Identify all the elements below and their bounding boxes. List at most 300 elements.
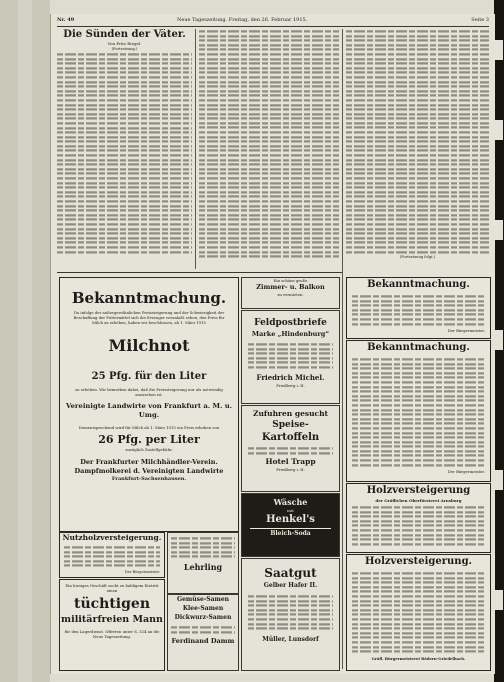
text-line xyxy=(171,556,235,558)
lehrling-label: Lehrling xyxy=(183,561,223,572)
text-line xyxy=(352,627,485,629)
text-line xyxy=(346,53,489,55)
text-line xyxy=(199,136,339,138)
text-line xyxy=(248,614,333,616)
binding-strip xyxy=(18,0,32,682)
text-line xyxy=(199,108,339,110)
text-line xyxy=(199,72,339,74)
text-line xyxy=(346,90,489,92)
text-line xyxy=(346,173,489,175)
novel-column-2 xyxy=(199,29,339,269)
feldpost-ad xyxy=(241,310,340,404)
text-line xyxy=(352,300,485,302)
novel-text xyxy=(346,29,489,254)
text-line xyxy=(57,122,192,124)
text-line xyxy=(346,163,489,165)
signature-3: Frankfurt-Sachsenhausen. xyxy=(111,475,187,482)
text-line xyxy=(352,309,485,311)
text-line xyxy=(199,255,339,257)
page-header xyxy=(57,16,489,26)
potato-word-2: Kartoffeln xyxy=(261,432,320,443)
text-line xyxy=(352,637,485,639)
right-auction-2-sign: Gräfl. Bürgermeisterei Rödern-Griedelbach. xyxy=(371,655,466,661)
text-line xyxy=(346,49,489,51)
potato-word-1: Speise- xyxy=(272,420,309,430)
scan-right-edge xyxy=(494,0,504,682)
text-line xyxy=(199,205,339,207)
right-notice-1-sign: Der Bürgermeister. xyxy=(447,328,485,334)
text-line xyxy=(57,81,192,83)
text-line xyxy=(57,104,192,106)
saatgut-headline: Saatgut xyxy=(264,566,317,580)
issue-number: Nr. 49 xyxy=(57,17,75,23)
text-line xyxy=(199,49,339,51)
text-line xyxy=(199,127,339,129)
text-line xyxy=(57,168,192,170)
text-line xyxy=(346,131,489,133)
lehrling-ad xyxy=(167,532,239,594)
text-line xyxy=(346,95,489,97)
text-line xyxy=(171,537,235,539)
right-auction-1-title: Holzversteigerung xyxy=(366,485,471,496)
text-line xyxy=(352,641,485,643)
column-rule xyxy=(195,29,196,269)
job-headline-2: militärfreien Mann xyxy=(61,614,163,625)
text-line xyxy=(352,534,485,536)
text-line xyxy=(346,251,489,253)
section-rule xyxy=(57,272,342,273)
potato-shop: Hotel Trapp xyxy=(265,457,316,467)
henkel-line-3: Henkel's xyxy=(266,514,315,525)
text-line xyxy=(352,600,485,602)
column-rule xyxy=(342,29,343,669)
text-line xyxy=(64,551,160,553)
text-line xyxy=(64,565,160,567)
text-line xyxy=(352,358,485,360)
text-line xyxy=(352,577,485,579)
text-line xyxy=(346,196,489,198)
text-line xyxy=(171,546,235,548)
text-line xyxy=(352,632,485,634)
text-line xyxy=(346,150,489,152)
text-line xyxy=(352,529,485,531)
milk-price-1: 25 Pfg. für den Liter xyxy=(91,371,207,383)
text-line xyxy=(248,609,333,611)
potato-headline: Zufuhren gesucht xyxy=(252,409,329,418)
text-line xyxy=(57,214,192,216)
text-line xyxy=(346,44,489,46)
text-line xyxy=(199,168,339,170)
text-line xyxy=(199,177,339,179)
text-line xyxy=(346,30,489,32)
text-line xyxy=(346,246,489,248)
text-line xyxy=(346,228,489,230)
text-line xyxy=(199,232,339,234)
text-line xyxy=(346,136,489,138)
notice-headline: Milchnot xyxy=(108,336,190,356)
timber-auction xyxy=(59,532,165,578)
job-pre: Ein hiesiges Geschäft sucht zu baldigem Eintritt einen xyxy=(65,583,159,593)
newspaper-page xyxy=(50,14,495,674)
cut-letter xyxy=(495,120,503,140)
text-line xyxy=(64,560,160,562)
text-line xyxy=(199,159,339,161)
job-advertisement xyxy=(59,579,165,671)
seed-line-3: Dickwurz-Samen xyxy=(174,614,232,621)
balcony-ad xyxy=(241,277,340,309)
text-line xyxy=(346,145,489,147)
text-line xyxy=(57,99,192,101)
text-line xyxy=(352,314,485,316)
text-line xyxy=(57,145,192,147)
text-line xyxy=(57,136,192,138)
novel-column-3 xyxy=(346,29,489,272)
text-line xyxy=(199,228,339,230)
text-line xyxy=(352,618,485,620)
auction-sign: Der Bürgermeister. xyxy=(124,569,160,574)
text-line xyxy=(199,219,339,221)
text-line xyxy=(57,90,192,92)
text-line xyxy=(199,182,339,184)
text-line xyxy=(57,173,192,175)
text-line xyxy=(352,413,485,415)
novel-text xyxy=(199,29,339,259)
right-notice-2-title: Bekanntmachung. xyxy=(367,342,470,353)
text-line xyxy=(346,154,489,156)
text-line xyxy=(346,223,489,225)
text-line xyxy=(64,546,160,548)
text-line xyxy=(57,200,192,202)
text-line xyxy=(352,581,485,583)
signature-1: Der Frankfurter Milchhändler-Verein. xyxy=(80,457,218,466)
text-line xyxy=(352,423,485,425)
henkel-line-2: mit xyxy=(287,508,294,513)
text-line xyxy=(248,452,333,454)
job-post: für den Lagerdienst. Offerten unter S. 324 an die Neue Tageszeitung. xyxy=(64,629,160,639)
text-line xyxy=(199,209,339,211)
text-line xyxy=(57,58,192,60)
text-line xyxy=(346,118,489,120)
seed-shop: Ferdinand Damm xyxy=(171,637,235,646)
text-line xyxy=(199,122,339,124)
cut-letter xyxy=(495,590,503,610)
text-line xyxy=(248,366,333,368)
text-line xyxy=(199,104,339,106)
text-line xyxy=(199,53,339,55)
cut-letter xyxy=(495,330,503,350)
text-line xyxy=(57,113,192,115)
text-line xyxy=(57,159,192,161)
cut-letter xyxy=(495,220,503,240)
text-line xyxy=(352,609,485,611)
text-line xyxy=(346,237,489,239)
text-line xyxy=(248,595,333,597)
text-line xyxy=(352,377,485,379)
text-line xyxy=(57,62,192,64)
text-line xyxy=(57,72,192,74)
text-line xyxy=(248,447,333,449)
text-line xyxy=(346,113,489,115)
text-line xyxy=(199,44,339,46)
henkel-line-1: Wäsche xyxy=(273,497,308,507)
text-line xyxy=(57,118,192,120)
text-line xyxy=(346,108,489,110)
text-line xyxy=(57,131,192,133)
text-line xyxy=(57,191,192,193)
text-line xyxy=(199,154,339,156)
text-line xyxy=(346,39,489,41)
text-line xyxy=(352,459,485,461)
text-line xyxy=(199,214,339,216)
text-line xyxy=(199,242,339,244)
text-line xyxy=(352,515,485,517)
right-auction-1 xyxy=(346,483,491,553)
text-line xyxy=(248,343,333,345)
text-line xyxy=(57,154,192,156)
signature-2: Dampfmolkerei d. Vereinigten Landwirte xyxy=(74,466,224,475)
text-line xyxy=(346,214,489,216)
text-line xyxy=(352,464,485,466)
notice-title: Bekanntmachung. xyxy=(71,289,227,307)
continued-note: (Fortsetzung folgt.) xyxy=(399,255,436,260)
text-line xyxy=(346,58,489,60)
text-line xyxy=(57,108,192,110)
text-line xyxy=(352,614,485,616)
text-line xyxy=(57,223,192,225)
text-line xyxy=(199,131,339,133)
text-line xyxy=(346,200,489,202)
balcony-top: Ein schöne große xyxy=(273,278,308,283)
text-line xyxy=(57,186,192,188)
text-line xyxy=(199,62,339,64)
job-headline-1: tüchtigen xyxy=(73,596,150,612)
text-line xyxy=(352,646,485,648)
text-line xyxy=(346,177,489,179)
feldpost-place: Friedberg i. H. xyxy=(276,382,305,388)
text-line xyxy=(199,39,339,41)
right-notice-1-title: Bekanntmachung. xyxy=(367,279,470,290)
text-line xyxy=(346,186,489,188)
text-line xyxy=(199,95,339,97)
text-line xyxy=(352,304,485,306)
text-line xyxy=(199,163,339,165)
text-line xyxy=(352,381,485,383)
text-line xyxy=(346,141,489,143)
text-line xyxy=(57,177,192,179)
text-line xyxy=(352,427,485,429)
text-line xyxy=(352,591,485,593)
text-line xyxy=(346,104,489,106)
farmers-union: Vereinigte Landwirte von Frankfurt a. M. u. Umg. xyxy=(65,401,233,419)
text-line xyxy=(57,196,192,198)
text-line xyxy=(57,251,192,253)
text-line xyxy=(199,237,339,239)
text-line xyxy=(352,323,485,325)
saatgut-sub: Gelber Hafer II. xyxy=(263,582,318,589)
scan-left-margin xyxy=(0,0,50,682)
text-line xyxy=(57,209,192,211)
text-line xyxy=(346,159,489,161)
text-line xyxy=(199,223,339,225)
novel-title: Die Sünden der Väter. xyxy=(63,29,186,40)
text-line xyxy=(352,390,485,392)
text-line xyxy=(57,53,192,55)
text-line xyxy=(352,506,485,508)
saatgut-ad xyxy=(241,558,340,671)
text-line xyxy=(199,58,339,60)
potato-ad xyxy=(241,405,340,492)
right-auction-2-title: Holzversteigerung. xyxy=(364,556,473,567)
text-line xyxy=(346,122,489,124)
text-line xyxy=(346,205,489,207)
text-line xyxy=(346,127,489,129)
text-line xyxy=(199,246,339,248)
text-line xyxy=(57,205,192,207)
balcony-headline: Zimmer- u. Balkon xyxy=(256,283,325,291)
text-line xyxy=(171,631,235,633)
text-line xyxy=(57,219,192,221)
henkel-line-4: Bleich-Soda xyxy=(250,528,331,538)
text-line xyxy=(57,182,192,184)
feldpost-shop: Friedrich Michel. xyxy=(256,372,325,382)
seed-line-1: Gemüse-Samen xyxy=(176,596,230,603)
text-line xyxy=(352,450,485,452)
text-line xyxy=(64,555,160,557)
text-line xyxy=(352,395,485,397)
text-line xyxy=(346,168,489,170)
text-line xyxy=(57,85,192,87)
text-line xyxy=(346,67,489,69)
text-line xyxy=(199,191,339,193)
text-line xyxy=(352,623,485,625)
text-line xyxy=(57,141,192,143)
text-line xyxy=(352,650,485,652)
text-line xyxy=(346,209,489,211)
text-line xyxy=(199,85,339,87)
text-line xyxy=(199,67,339,69)
notice-intro: Da infolge der außergewöhnlichen Preissteigerung und der Schwierigkeit der Beschaffung der Futtermittel sich die Erzeuger veranlaßt sehen, den Preis für Milch zu erhöhen, haben wir beschlossen, ab 1. März 1915 xyxy=(73,310,225,325)
milk-price-notice xyxy=(59,277,239,532)
text-line xyxy=(57,67,192,69)
text-line xyxy=(248,627,333,629)
text-line xyxy=(199,141,339,143)
text-line xyxy=(199,30,339,32)
text-line xyxy=(346,81,489,83)
text-line xyxy=(248,348,333,350)
cut-letter xyxy=(495,470,503,490)
text-line xyxy=(57,237,192,239)
text-line xyxy=(352,363,485,365)
text-line xyxy=(199,76,339,78)
text-line xyxy=(346,76,489,78)
text-line xyxy=(352,525,485,527)
text-line xyxy=(352,543,485,545)
text-line xyxy=(352,400,485,402)
right-auction-2 xyxy=(346,554,491,671)
notice-mid-2: Dementsprechend wird für Milch ab 1. März 1915 ein Preis erhoben von xyxy=(78,424,220,430)
right-notice-2 xyxy=(346,340,491,482)
text-line xyxy=(352,409,485,411)
auction-title: Nutzholzversteigerung. xyxy=(62,533,162,542)
text-line xyxy=(199,81,339,83)
text-line xyxy=(352,386,485,388)
text-line xyxy=(248,362,333,364)
text-line xyxy=(199,150,339,152)
text-line xyxy=(352,455,485,457)
notice-tail: zuzüglich Zustellgebühr. xyxy=(125,446,173,452)
text-line xyxy=(199,186,339,188)
text-line xyxy=(199,99,339,101)
text-line xyxy=(57,150,192,152)
text-line xyxy=(171,551,235,553)
henkel-ad xyxy=(241,493,340,557)
right-notice-2-sign: Der Bürgermeister. xyxy=(447,469,485,475)
text-line xyxy=(57,228,192,230)
text-line xyxy=(57,127,192,129)
text-line xyxy=(352,372,485,374)
text-line xyxy=(352,595,485,597)
text-line xyxy=(346,72,489,74)
text-line xyxy=(199,145,339,147)
text-line xyxy=(346,182,489,184)
novel-author: Von Fritz Riegel. xyxy=(107,41,142,46)
masthead-line: Neue Tageszeitung. Freitag, den 26. Februar 1915. xyxy=(177,17,308,23)
text-line xyxy=(171,626,235,628)
text-line xyxy=(57,246,192,248)
right-notice-1 xyxy=(346,277,491,339)
text-line xyxy=(346,35,489,37)
text-line xyxy=(57,164,192,166)
feldpost-brand: Marke „Hindenburg“ xyxy=(251,330,330,338)
text-line xyxy=(346,242,489,244)
text-line xyxy=(57,76,192,78)
text-line xyxy=(199,90,339,92)
text-line xyxy=(199,35,339,37)
text-line xyxy=(352,367,485,369)
text-line xyxy=(352,520,485,522)
text-line xyxy=(199,173,339,175)
feldpost-headline: Feldpostbriefe xyxy=(254,318,327,328)
novel-column-1 xyxy=(57,29,192,269)
balcony-sub: zu vermieten. xyxy=(277,292,304,297)
text-line xyxy=(199,113,339,115)
text-line xyxy=(171,542,235,544)
text-line xyxy=(248,357,333,359)
text-line xyxy=(199,118,339,120)
text-line xyxy=(57,232,192,234)
text-line xyxy=(346,99,489,101)
text-line xyxy=(199,196,339,198)
novel-continued: (Fortsetzung.) xyxy=(111,47,138,51)
text-line xyxy=(352,418,485,420)
text-line xyxy=(346,85,489,87)
seed-line-2: Klee-Samen xyxy=(182,605,224,612)
text-line xyxy=(352,436,485,438)
text-line xyxy=(248,352,333,354)
text-line xyxy=(352,441,485,443)
text-line xyxy=(352,604,485,606)
text-line xyxy=(352,586,485,588)
text-line xyxy=(346,62,489,64)
header-rule xyxy=(57,26,489,27)
text-line xyxy=(352,538,485,540)
potato-place: Friedberg i. H. xyxy=(276,467,305,473)
text-line xyxy=(346,219,489,221)
text-line xyxy=(57,95,192,97)
novel-text xyxy=(57,52,192,254)
right-auction-1-sub: der Gräflichen Oberförsterei Arnsburg xyxy=(375,498,462,503)
text-line xyxy=(352,446,485,448)
